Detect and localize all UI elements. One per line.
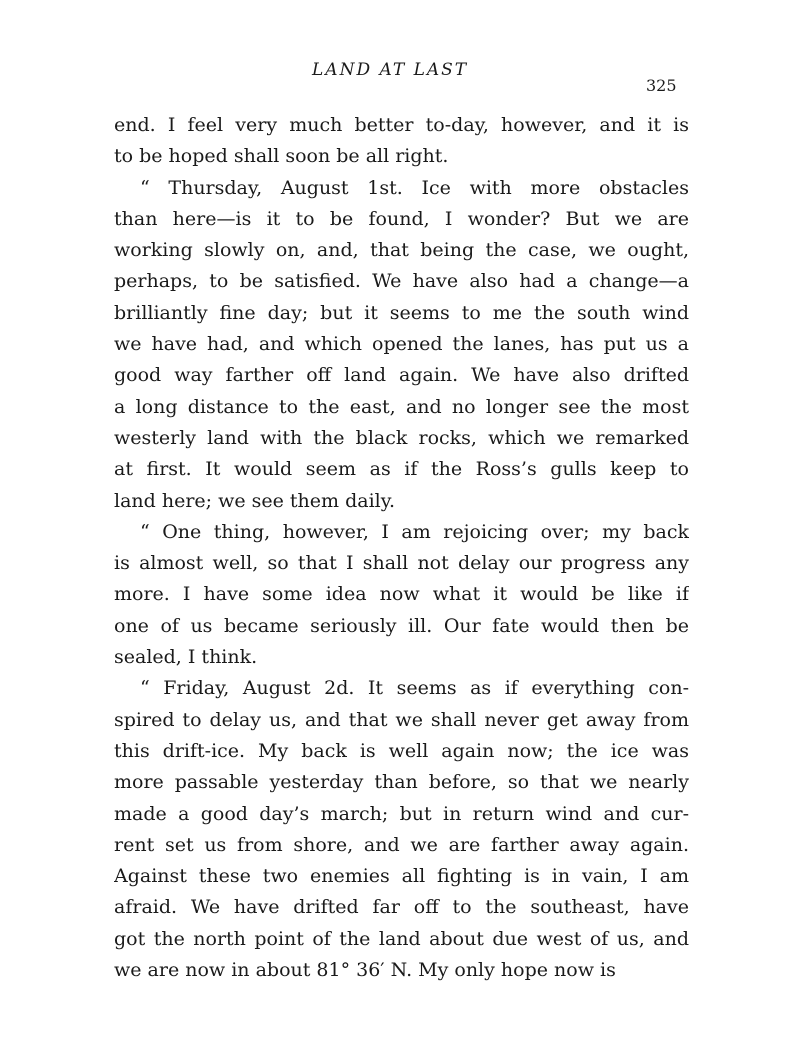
text-line: got the north point of the land about due west of us, and <box>114 927 689 950</box>
body-text <box>114 110 689 986</box>
text-line: to be hoped shall soon be all right. <box>114 145 449 168</box>
paragraph <box>114 110 689 173</box>
text-line: this drift-ice. My back is well again now; the ice was <box>114 739 689 762</box>
text-line: afraid. We have drifted far off to the southeast, have <box>114 896 689 919</box>
text-line: perhaps, to be satisfied. We have also had a change—a <box>114 270 689 293</box>
page-number: 325 <box>646 76 677 95</box>
paragraph <box>114 173 689 517</box>
text-line: we have had, and which opened the lanes, has put us a <box>114 333 689 356</box>
text-line: “ Thursday, August 1st. Ice with more obstacles <box>140 176 689 199</box>
paragraph <box>114 673 689 986</box>
text-line: rent set us from shore, and we are farther away again. <box>114 833 689 856</box>
text-line: than here—is it to be found, I wonder? But we are <box>114 207 689 230</box>
text-line: is almost well, so that I shall not delay our progress any <box>114 552 689 575</box>
text-line: westerly land with the black rocks, which we remarked <box>114 426 689 449</box>
text-line: brilliantly fine day; but it seems to me the south wind <box>114 301 689 324</box>
paragraph <box>114 517 689 673</box>
text-line: a long distance to the east, and no longer see the most <box>114 395 689 418</box>
text-line: at first. It would seem as if the Ross’s gulls keep to <box>114 458 689 481</box>
text-line: one of us became seriously ill. Our fate would then be <box>114 614 689 637</box>
text-line: land here; we see them daily. <box>114 489 395 512</box>
text-line: good way farther off land again. We have also drifted <box>114 364 689 387</box>
text-line: we are now in about 81° 36′ N. My only hope now is <box>114 959 616 982</box>
text-line: “ Friday, August 2d. It seems as if everything con- <box>140 677 689 700</box>
text-line: spired to delay us, and that we shall never get away from <box>114 708 689 731</box>
text-line: sealed, I think. <box>114 646 258 669</box>
running-title: LAND AT LAST <box>312 60 469 80</box>
text-line: more passable yesterday than before, so that we nearly <box>114 771 689 794</box>
text-line: “ One thing, however, I am rejoicing over; my back <box>140 520 689 543</box>
text-line: Against these two enemies all fighting is in vain, I am <box>114 865 689 888</box>
running-head <box>0 60 800 95</box>
text-line: working slowly on, and, that being the case, we ought, <box>114 239 689 262</box>
text-line: more. I have some idea now what it would be like if <box>114 583 689 606</box>
text-line: made a good day’s march; but in return wind and cur- <box>114 802 689 825</box>
text-line: end. I feel very much better to-day, however, and it is <box>114 114 689 136</box>
